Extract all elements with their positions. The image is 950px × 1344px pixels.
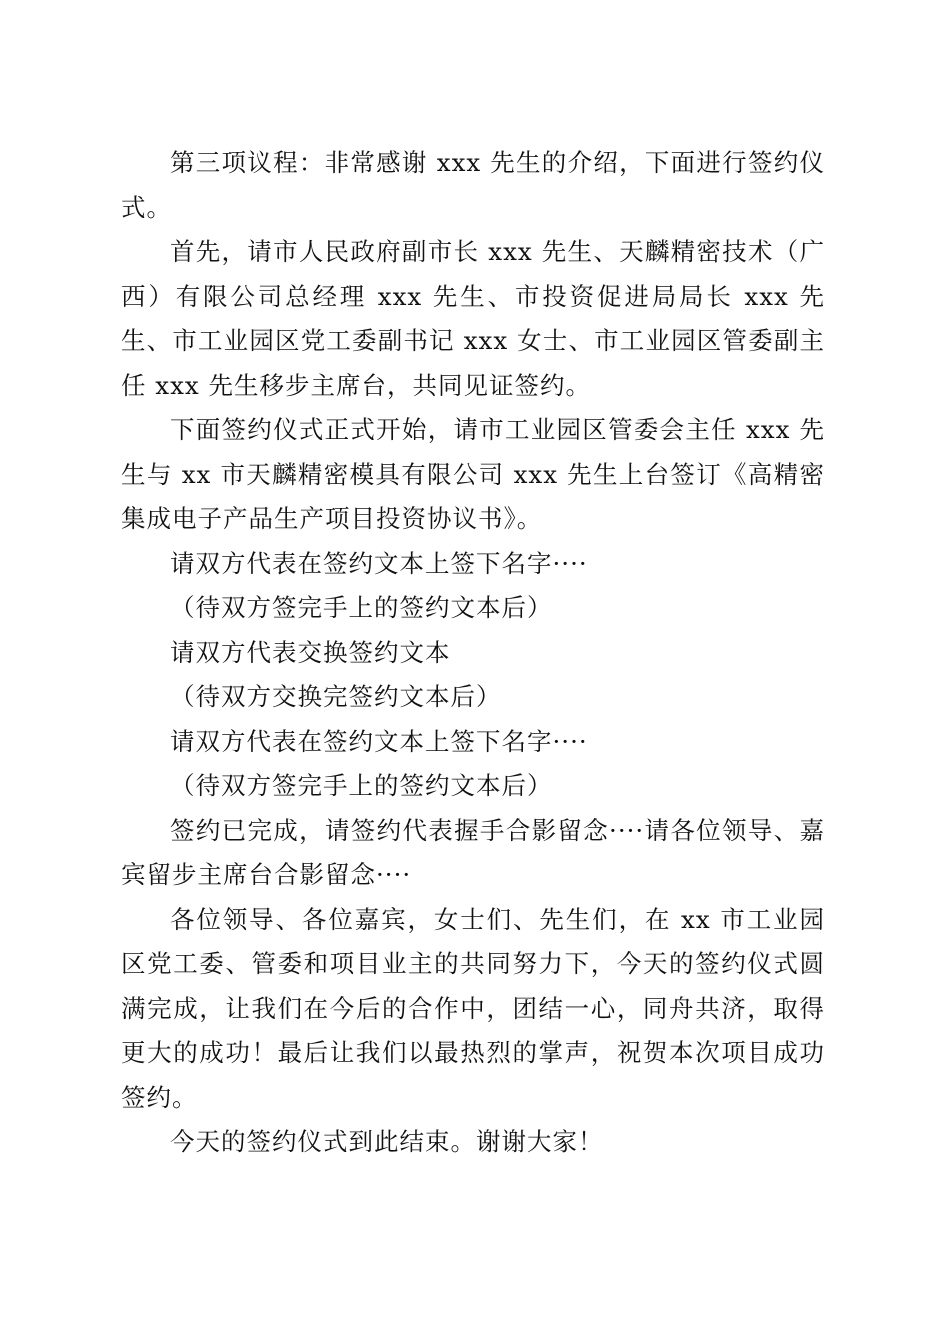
paragraph-group-photo: 签约已完成，请签约代表握手合影留念····请各位领导、嘉宾留步主席台合影留念···· [121,815,825,889]
paragraph-closing-remarks: 各位领导、各位嘉宾，女士们、先生们，在 xx 市工业园区党工委、管委和项目业主的共同努力下，今天的签约仪式圆满完成，让我们在今后的合作中，团结一心，同舟共济，取得更大的成功！最后让我们以最热烈的掌声，祝贺本次项目成功签约。 [121,904,825,1112]
document-body [121,141,825,1165]
paragraph-signing-begins: 下面签约仪式正式开始，请市工业园区管委会主任 xxx 先生与 xx 市天麟精密模具有限公司 xxx 先生上台签订《高精密集成电子产品生产项目投资协议书》。 [121,415,825,533]
paragraph-ceremony-end: 今天的签约仪式到此结束。谢谢大家！ [170,1127,604,1156]
paragraph-exchange-texts: 请双方代表交换签约文本 [170,637,451,667]
paragraph-stage-note-2: （待双方交换完签约文本后） [170,682,502,711]
paragraph-stage-note-3: （待双方签完手上的签约文本后） [170,771,553,800]
paragraph-sign-names-2: 请双方代表在签约文本上签下名字···· [170,726,588,756]
paragraph-stage-note-1: （待双方签完手上的签约文本后） [170,593,553,622]
paragraph-invite-witnesses: 首先，请市人民政府副市长 xxx 先生、天麟精密技术（广西）有限公司总经理 xxx 先生、市投资促进局局长 xxx 先生、市工业园区党工委副书记 xxx 女士、市工业园区管委副主任 xxx 先生移步主席台，共同见证签约。 [121,237,825,400]
paragraph-sign-names-1: 请双方代表在签约文本上签下名字···· [170,548,588,578]
paragraph-agenda-item-three: 第三项议程：非常感谢 xxx 先生的介绍，下面进行签约仪式。 [121,148,825,222]
